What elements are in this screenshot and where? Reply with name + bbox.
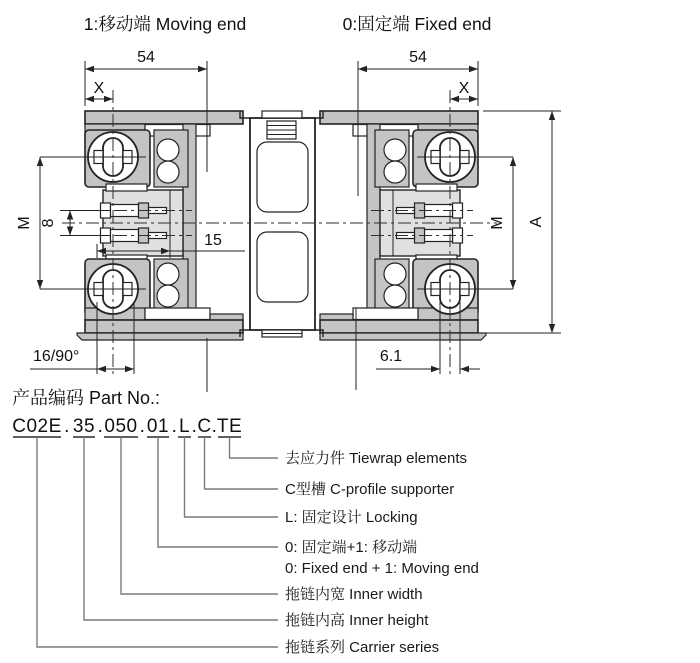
svg-text:.: . — [171, 416, 178, 437]
legend-locking: L: 固定设计 Locking — [285, 509, 418, 526]
dim-label: 54 — [409, 49, 427, 66]
part-segment-ends: 01 — [146, 416, 170, 437]
svg-text:.: . — [139, 416, 146, 437]
part-segment-cprofile: C — [197, 416, 212, 437]
dim-label: X — [458, 80, 470, 97]
dim-label: A — [528, 216, 545, 228]
part-segment-height: 35 — [72, 416, 96, 437]
top-plate — [85, 111, 243, 124]
legend-tree — [37, 437, 278, 647]
svg-text:.: . — [97, 416, 104, 437]
bolt-hole — [157, 263, 179, 285]
end-bracket-left — [77, 111, 243, 340]
dim-label: X — [93, 80, 105, 97]
link-window-top — [257, 142, 308, 212]
legend-ends-cn: 0: 固定端+1: 移动端 — [285, 539, 418, 556]
bottom-plate — [85, 320, 243, 333]
dim-label: 15 — [204, 232, 222, 249]
dim-x-left — [85, 80, 113, 102]
dim-label: 6.1 — [379, 348, 403, 365]
legend-inner-height: 拖链内高 Inner height — [285, 612, 429, 629]
part-segment-series: C02E — [12, 416, 62, 437]
part-segment-tiewrap: TE — [216, 416, 243, 437]
legend-carrier-series: 拖链系列 Carrier series — [285, 639, 440, 656]
dim-label: 54 — [137, 49, 155, 66]
bolt-hole — [157, 139, 179, 161]
link-window-bottom — [257, 232, 308, 302]
part-number-code — [12, 416, 242, 437]
part-segment-width: 050 — [104, 416, 138, 437]
dim-x-right — [450, 80, 478, 102]
legend-cprofile: C型槽 C-profile supporter — [285, 481, 455, 498]
svg-text:.: . — [191, 416, 198, 437]
svg-text:.: . — [211, 416, 218, 437]
legend-labels — [285, 450, 479, 656]
svg-text:.: . — [64, 416, 70, 437]
fixed-end-label: 0:固定端 Fixed end — [342, 14, 492, 34]
legend-inner-width: 拖链内宽 Inner width — [285, 586, 423, 603]
bottom-lip — [77, 333, 243, 340]
legend-tiewrap: 去应力件 Tiewrap elements — [285, 450, 467, 467]
end-bracket-right — [320, 111, 486, 340]
legend-ends-en: 0: Fixed end + 1: Moving end — [285, 560, 479, 577]
bolt-hole — [157, 161, 179, 183]
carrier-link-center — [240, 111, 323, 337]
dim-label: M — [16, 216, 33, 230]
link-grille — [267, 121, 296, 139]
dim-label: M — [489, 216, 506, 230]
bolt-hole — [157, 285, 179, 307]
part-no-heading: 产品编码 Part No.: — [12, 388, 161, 408]
moving-end-label: 1:移动端 Moving end — [83, 14, 247, 34]
dim-label: 8 — [40, 218, 57, 228]
link-top-tab — [262, 111, 302, 118]
part-number-section — [12, 388, 479, 656]
dim-label: 16/90° — [33, 348, 80, 365]
part-segment-locking: L — [178, 416, 191, 437]
